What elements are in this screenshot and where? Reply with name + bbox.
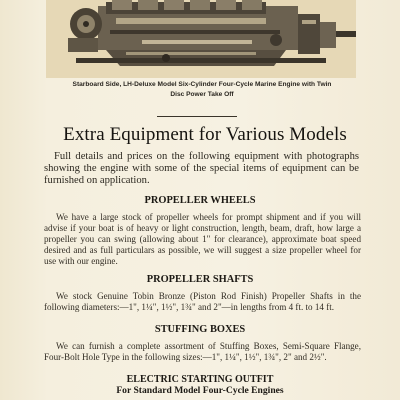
engine-photo xyxy=(46,0,356,78)
photo-caption xyxy=(42,80,362,100)
caption-line-2: Disc Power Take Off xyxy=(170,91,234,98)
intro-text: Full details and prices on the following equipment with photographs showing the engine with some of the special items of equipment can be furnished on application. xyxy=(44,151,359,186)
section-body-propeller-wheels xyxy=(44,212,361,267)
stuffing-boxes-text: We can furnish a complete assortment of Stuffing Boxes, Semi-Square Flange, Four-Bolt Hole Type in the following sizes:—1", 1¼", 1½", 1¾", 2" and 2½". xyxy=(44,341,361,362)
propeller-shafts-text: We stock Genuine Tobin Bronze (Piston Rod Finish) Propeller Shafts in the following diameters:—1", 1¼", 1½", 1¾" and 2"—in lengths from 4 ft. to 14 ft. xyxy=(44,291,361,312)
caption-line-1: Starboard Side, LH-Deluxe Model Six-Cylinder Four-Cycle Marine Engine with Twin xyxy=(72,81,332,88)
title-divider xyxy=(157,116,237,117)
section-heading-propeller-wheels: PROPELLER WHEELS xyxy=(144,195,256,206)
propeller-wheels-text: We have a large stock of propeller wheels for prompt shipment and if you will advise if your boat is of heavy or light construction, length, beam, draft, how large a propeller you can swing (allowing about 1" for clearance), approximate boat speed desired and as full particulars as possible, we will suggest a size propeller wheel for use with our engine. xyxy=(44,212,361,266)
section-heading-electric-starting: ELECTRIC STARTING OUTFIT xyxy=(126,374,274,385)
section-subheading-electric-starting: For Standard Model Four-Cycle Engines xyxy=(116,385,284,396)
section-body-propeller-shafts xyxy=(44,291,361,313)
intro-paragraph xyxy=(44,151,359,187)
section-heading-propeller-shafts: PROPELLER SHAFTS xyxy=(146,274,254,285)
section-body-stuffing-boxes xyxy=(44,341,361,363)
engine-illustration xyxy=(46,0,356,78)
page-title: Extra Equipment for Various Models xyxy=(63,124,347,145)
section-heading-stuffing-boxes: STUFFING BOXES xyxy=(154,324,246,335)
